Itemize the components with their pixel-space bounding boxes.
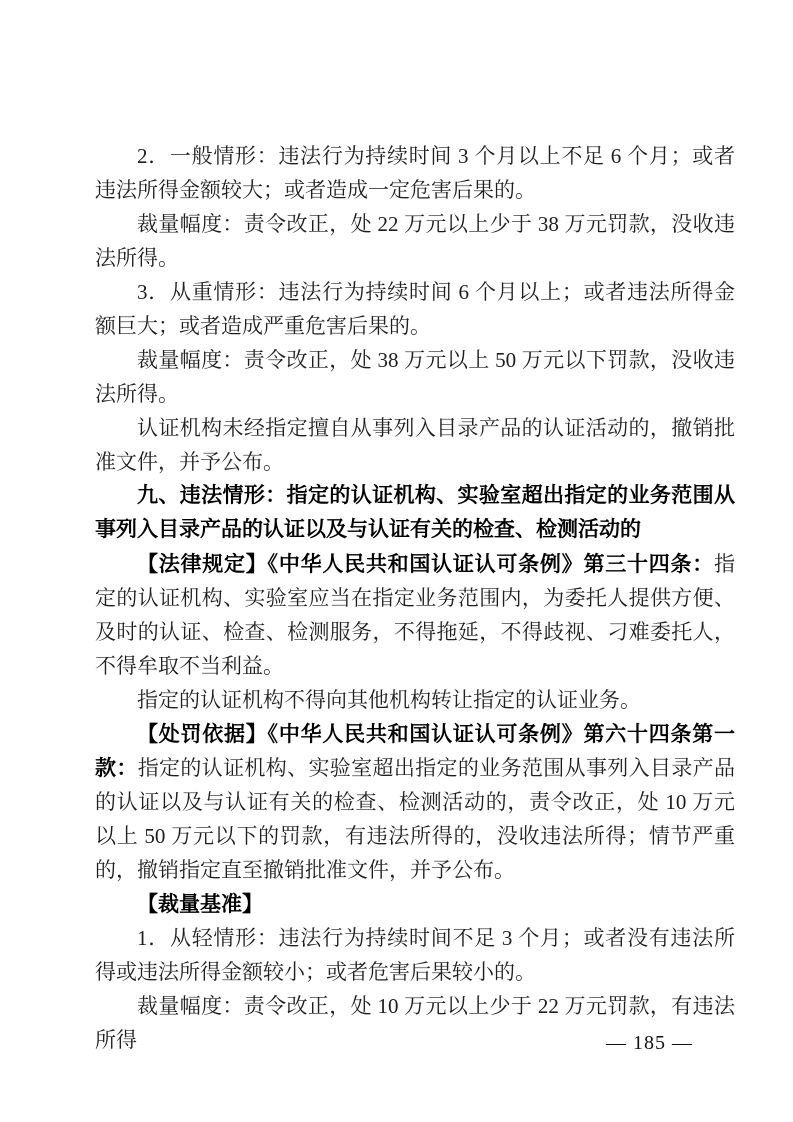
legal-provision-label: 【法律规定】《中华人民共和国认证认可条例》第三十四条： bbox=[137, 552, 714, 576]
subheading-discretion-benchmark: 【裁量基准】 bbox=[137, 892, 263, 916]
penalty-basis-label: 【处罚依据】《中华人民共和国认证认可条例》第六十四条第一款： bbox=[95, 722, 735, 780]
penalty-basis-text: 指定的认证机构、实验室超出指定的业务范围从事列入目录产品的认证以及与认证有关的检查、检测活动的，责令改正，处 10 万元以上 50 万元以下的罚款，有违法所得的，没收违法所得；情节严重的，撤销指定直至撤销批准文件，并予公布。 bbox=[95, 756, 736, 882]
section-heading-item-nine: 九、违法情形：指定的认证机构、实验室超出指定的业务范围从事列入目录产品的认证以及与认证有关的检查、检测活动的 bbox=[95, 484, 735, 541]
paragraph-discretion-range-2: 裁量幅度：责令改正，处 38 万元以上 50 万元以下罚款，没收违法所得。 bbox=[95, 348, 735, 406]
paragraph-discretion-range-3: 裁量幅度：责令改正，处 10 万元以上少于 22 万元罚款，有违法所得 bbox=[95, 994, 735, 1052]
paragraph-no-transfer-rule: 指定的认证机构不得向其他机构转让指定的认证业务。 bbox=[137, 688, 641, 712]
document-text-block bbox=[95, 139, 735, 1057]
paragraph-aggravated-case: 3．从重情形：违法行为持续时间 6 个月以上；或者违法所得金额巨大；或者造成严重危害后果的。 bbox=[95, 280, 735, 338]
paragraph-revocation-note: 认证机构未经指定擅自从事列入目录产品的认证活动的，撤销批准文件，并予公布。 bbox=[95, 416, 735, 474]
paragraph-legal-provision bbox=[95, 547, 735, 683]
legal-provision-text: 指定的认证机构、实验室应当在指定业务范围内，为委托人提供方便、及时的认证、检查、检测服务，不得拖延，不得歧视、刁难委托人，不得牟取不当利益。 bbox=[95, 552, 735, 678]
paragraph-general-case: 2．一般情形：违法行为持续时间 3 个月以上不足 6 个月；或者违法所得金额较大；或者造成一定危害后果的。 bbox=[95, 144, 735, 202]
paragraph-discretion-range-1: 裁量幅度：责令改正，处 22 万元以上少于 38 万元罚款，没收违法所得。 bbox=[95, 212, 735, 270]
paragraph-penalty-basis bbox=[95, 717, 735, 887]
page-number: — 185 — bbox=[606, 1032, 693, 1054]
paragraph-lenient-case: 1．从轻情形：违法行为持续时间不足 3 个月；或者没有违法所得或违法所得金额较小；或者危害后果较小的。 bbox=[95, 926, 735, 984]
